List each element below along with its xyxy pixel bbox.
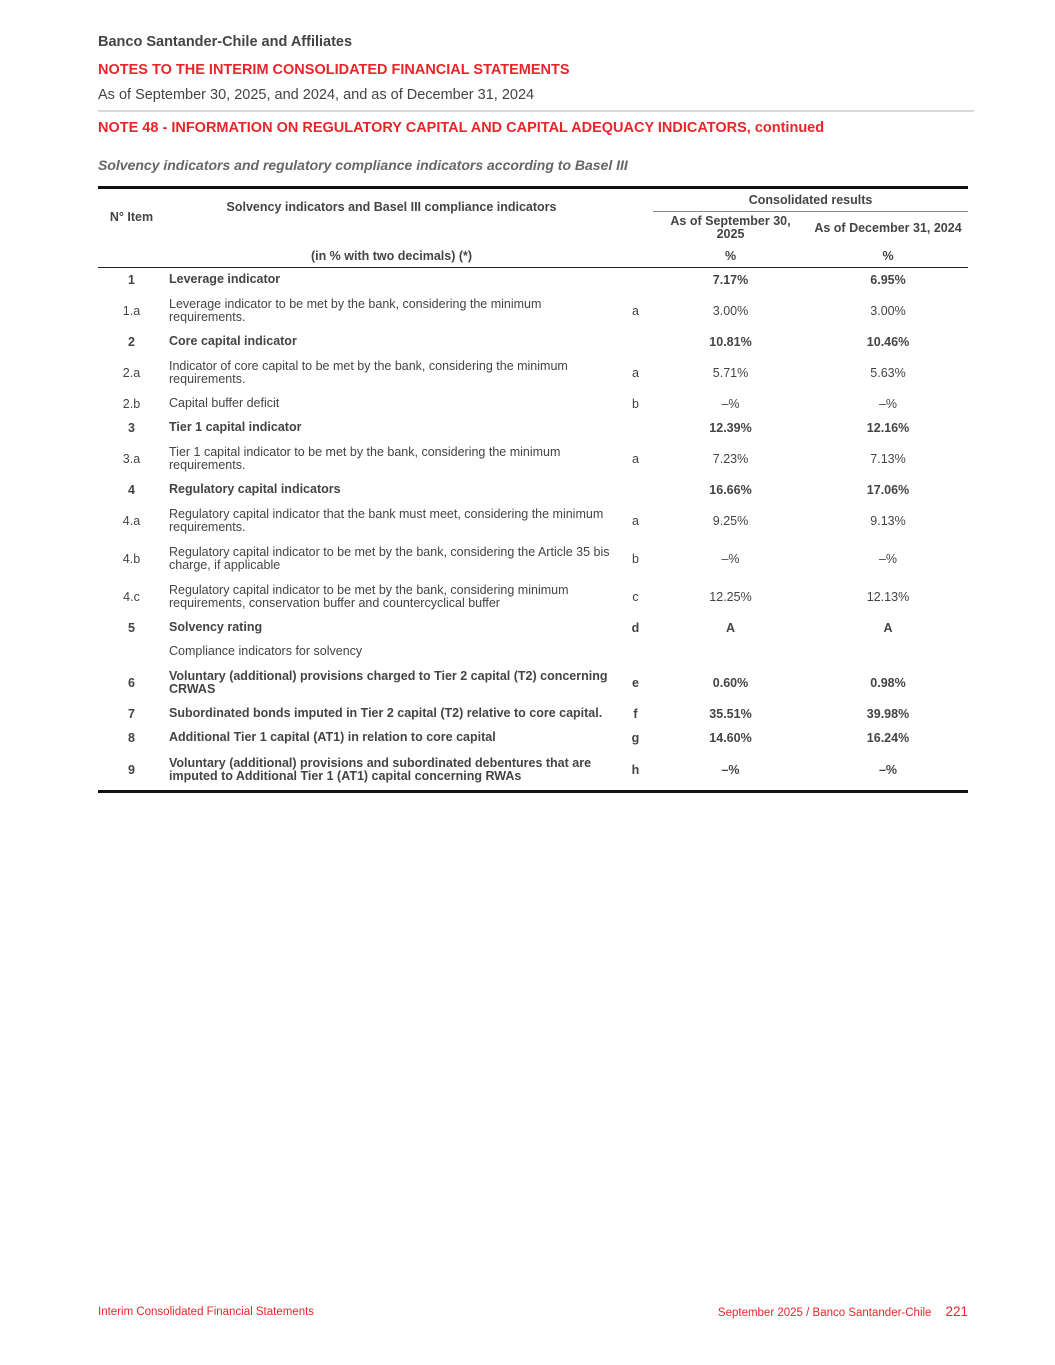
footer-document-title: Interim Consolidated Financial Statements [98, 1306, 315, 1318]
row-reference: c [632, 589, 639, 604]
row-number: 2 [128, 334, 135, 349]
col-header-dec-2024: As of December 31, 2024 [814, 221, 962, 236]
value-sep-2025: 12.39% [709, 420, 752, 435]
value-dec-2024: 7.13% [870, 451, 906, 466]
row-number: 2.a [122, 365, 141, 380]
note-title: NOTE 48 - INFORMATION ON REGULATORY CAPITAL AND CAPITAL ADEQUACY INDICATORS, continued [98, 120, 825, 136]
value-dec-2024: A [883, 620, 893, 635]
value-sep-2025: 12.25% [709, 589, 752, 604]
col-header-description: Solvency indicators and Basel III compliance indicators [165, 188, 618, 245]
table-row [98, 702, 968, 726]
value-dec-2024: 10.46% [866, 334, 910, 349]
row-number: 1 [128, 272, 135, 287]
col-header-sep-2025: As of September 30, 2025 [670, 214, 791, 242]
table-row [98, 440, 968, 478]
table-row [98, 354, 968, 392]
value-sep-2025: 10.81% [709, 334, 752, 349]
value-dec-2024: 5.63% [870, 365, 906, 380]
row-reference: b [632, 551, 639, 566]
row-description: Leverage indicator [169, 272, 281, 287]
table-row [98, 750, 968, 792]
row-description: Indicator of core capital to be met by the bank, considering the minimum requirements. [169, 358, 568, 386]
row-description: Tier 1 capital indicator to be met by the bank, considering the minimum requirements. [169, 444, 561, 472]
section-label: Compliance indicators for solvency [169, 644, 363, 658]
table-row [98, 616, 968, 640]
value-dec-2024: 3.00% [870, 303, 906, 318]
row-description: Additional Tier 1 capital (AT1) in relation to core capital [169, 730, 496, 744]
header-divider [98, 110, 974, 112]
table-row [98, 726, 968, 750]
row-reference: e [632, 675, 639, 690]
value-sep-2025: 16.66% [709, 482, 752, 497]
row-description: Regulatory capital indicator to be met by the bank, considering minimum requirements, conservation buffer and countercyclical buffer [169, 582, 569, 610]
row-description: Capital buffer deficit [169, 396, 280, 410]
row-reference: a [632, 303, 639, 318]
table-row [98, 540, 968, 578]
footer-right [718, 1304, 968, 1319]
page-number: 221 [945, 1304, 968, 1319]
row-number: 7 [128, 706, 135, 721]
row-reference: g [631, 730, 640, 745]
value-sep-2025: 7.23% [712, 451, 749, 466]
row-reference: f [633, 706, 638, 721]
table-row [98, 478, 968, 502]
footer-bank: Banco Santander-Chile [812, 1307, 932, 1319]
row-number: 3.a [122, 451, 141, 466]
value-sep-2025 [653, 640, 808, 664]
row-description: Regulatory capital indicators [169, 482, 341, 496]
value-sep-2025: –% [721, 551, 740, 566]
row-reference: a [632, 513, 639, 528]
value-dec-2024: 0.98% [870, 675, 906, 690]
row-number: 8 [128, 730, 135, 745]
row-reference [618, 416, 653, 440]
table-row [98, 578, 968, 616]
solvency-indicators-table [98, 186, 968, 793]
value-sep-2025: 3.00% [712, 303, 749, 318]
row-reference: a [632, 451, 639, 466]
row-description: Solvency rating [169, 620, 263, 634]
company-name: Banco Santander-Chile and Affiliates [98, 34, 353, 50]
value-sep-2025: 14.60% [709, 730, 752, 745]
unit-dec: % [808, 245, 968, 268]
value-sep-2025: A [725, 620, 736, 635]
row-reference [618, 640, 653, 664]
group-header-consolidated: Consolidated results [653, 188, 968, 212]
row-reference: a [632, 365, 639, 380]
table-row [98, 330, 968, 354]
period-subtitle: As of September 30, 2025, and 2024, and as of December 31, 2024 [98, 87, 535, 103]
value-dec-2024: 12.13% [866, 589, 910, 604]
table-row [98, 268, 968, 292]
row-reference [618, 478, 653, 502]
row-description: Leverage indicator to be met by the bank, considering the minimum requirements. [169, 296, 542, 324]
table-row [98, 640, 968, 664]
row-number: 4.c [123, 589, 140, 604]
value-dec-2024: 16.24% [866, 730, 910, 745]
value-sep-2025: 9.25% [712, 513, 749, 528]
value-dec-2024 [808, 640, 968, 664]
row-number: 6 [128, 675, 135, 690]
row-reference [618, 330, 653, 354]
row-description: Subordinated bonds imputed in Tier 2 capital (T2) relative to core capital. [169, 706, 603, 720]
row-reference: d [631, 620, 640, 635]
row-number: 9 [98, 750, 165, 792]
value-dec-2024: 9.13% [870, 513, 906, 528]
row-reference [618, 268, 653, 292]
row-number: 2.b [122, 396, 141, 411]
row-number: 4.a [122, 513, 141, 528]
units-label: (in % with two decimals) (*) [165, 245, 618, 268]
value-dec-2024: 6.95% [870, 272, 906, 287]
value-sep-2025: 5.71% [712, 365, 749, 380]
row-number: 1.a [122, 303, 141, 318]
value-sep-2025: –% [721, 396, 740, 411]
row-description: Regulatory capital indicator to be met by the bank, considering the Article 35 bis charge, if applicable [169, 544, 610, 572]
value-dec-2024: –% [878, 551, 898, 566]
row-reference: b [632, 396, 639, 411]
row-number: 3 [128, 420, 135, 435]
value-dec-2024: 39.98% [866, 706, 910, 721]
row-reference: h [618, 750, 653, 792]
footer-separator: / [802, 1307, 813, 1319]
row-description: Tier 1 capital indicator [169, 420, 302, 434]
value-sep-2025: –% [653, 750, 808, 792]
table-row [98, 292, 968, 330]
table-subtitle: Solvency indicators and regulatory compliance indicators according to Basel III [98, 157, 628, 173]
value-dec-2024: –% [878, 396, 898, 411]
table-row [98, 392, 968, 416]
value-sep-2025: 7.17% [712, 272, 749, 287]
table-row [98, 664, 968, 702]
col-header-item: N° Item [98, 188, 165, 245]
row-description: Voluntary (additional) provisions and subordinated debentures that are imputed to Additional Tier 1 (AT1) capital concerning RWAs [165, 750, 618, 792]
value-dec-2024: –% [808, 750, 968, 792]
unit-sep: % [653, 245, 808, 268]
table-row [98, 416, 968, 440]
row-number: 5 [128, 620, 135, 635]
row-number: 4.b [122, 551, 141, 566]
row-description: Regulatory capital indicator that the bank must meet, considering the minimum requirements. [169, 506, 604, 534]
value-sep-2025: 0.60% [712, 675, 749, 690]
notes-title: NOTES TO THE INTERIM CONSOLIDATED FINANCIAL STATEMENTS [98, 62, 570, 78]
row-number [98, 640, 165, 664]
value-dec-2024: 17.06% [866, 482, 910, 497]
row-description: Core capital indicator [169, 334, 297, 348]
footer-date: September 2025 [717, 1307, 803, 1319]
value-sep-2025: 35.51% [709, 706, 752, 721]
row-description: Voluntary (additional) provisions charged to Tier 2 capital (T2) concerning CRWAS [169, 668, 608, 696]
row-number: 4 [128, 482, 135, 497]
table-row [98, 502, 968, 540]
value-dec-2024: 12.16% [866, 420, 910, 435]
